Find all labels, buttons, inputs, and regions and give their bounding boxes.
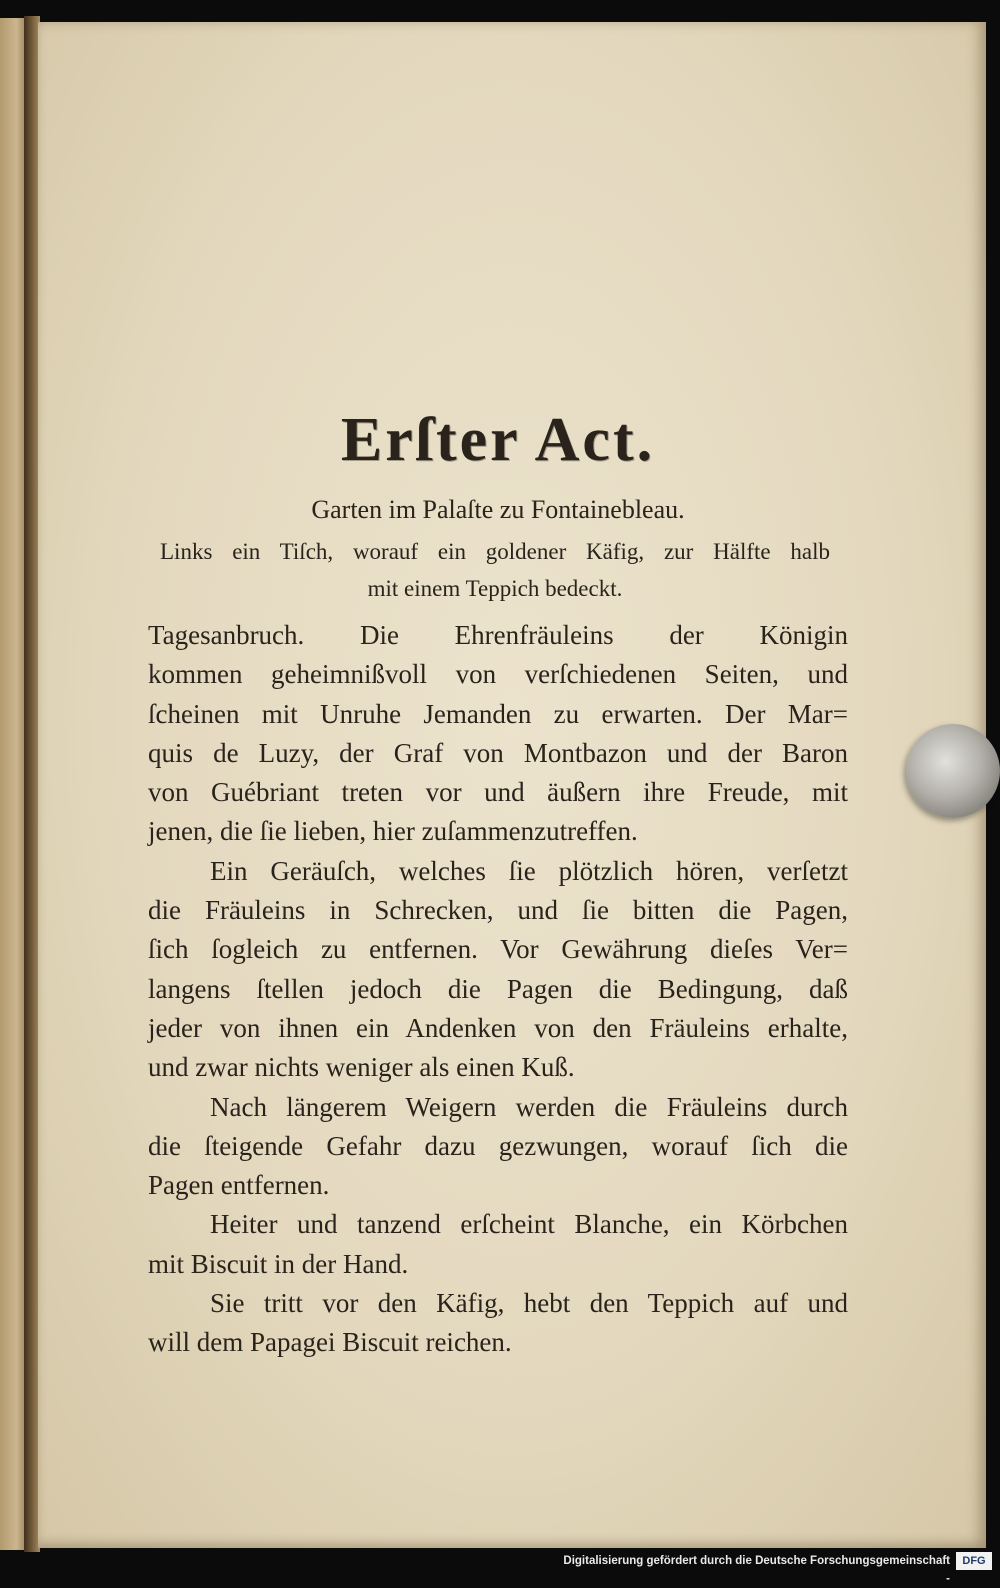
text-line: jenen, die ſie lieben, hier zuſammenzutreffen.	[148, 816, 638, 847]
text-line: quis de Luzy, der Graf von Montbazon und der Baron	[148, 737, 848, 768]
text-line: Pagen entfernen.	[148, 1170, 330, 1201]
stage-direction-line: Links ein Tiſch, worauf ein goldener Käfig, zur Hälfte halb	[160, 539, 830, 564]
text-line: will dem Papagei Biscuit reichen.	[148, 1327, 512, 1358]
paragraph	[148, 1205, 848, 1284]
stage-direction-line: mit einem Teppich bedeckt.	[367, 576, 623, 601]
text-line: jeder von ihnen ein Andenken von den Fräuleins erhalte,	[148, 1012, 848, 1043]
scene-setting: Garten im Palaſte zu Fontainebleau.	[311, 495, 685, 524]
text-line: langens ſtellen jedoch die Pagen die Bedingung, daß	[148, 973, 848, 1004]
act-title: Erſter Act.	[340, 406, 656, 474]
text-line: mit Biscuit in der Hand.	[148, 1248, 409, 1279]
paragraph	[148, 1284, 848, 1363]
text-line: Nach längerem Weigern werden die Fräuleins durch	[210, 1091, 848, 1122]
paragraph	[148, 1088, 848, 1206]
text-line: Sie tritt vor den Käfig, hebt den Teppich auf und	[210, 1288, 848, 1319]
text-line: Tagesanbruch. Die Ehrenfräuleins der Königin	[148, 620, 848, 650]
text-line: und zwar nichts weniger als einen Kuß.	[148, 1052, 575, 1083]
paragraph	[148, 616, 848, 852]
text-line: Ein Geräuſch, welches ſie plötzlich hören, verſetzt	[210, 855, 848, 886]
text-line: ſich ſogleich zu entfernen. Vor Gewährung dieſes Ver=	[148, 934, 848, 965]
text-line: die ſteigende Gefahr dazu gezwungen, worauf ſich die	[148, 1130, 848, 1161]
body-text	[148, 616, 848, 1363]
paragraph	[148, 852, 848, 1088]
text-line: kommen geheimnißvoll von verſchiedenen Seiten, und	[148, 659, 848, 690]
digitization-credit: Digitalisierung gefördert durch die Deutsche Forschungsgemeinschaft -	[563, 1555, 950, 1585]
page-clip	[906, 724, 1000, 818]
text-line: ſcheinen mit Unruhe Jemanden zu erwarten. Der Mar=	[148, 698, 848, 729]
dfg-logo: DFG	[956, 1552, 992, 1570]
text-line: die Fräuleins in Schrecken, und ſie bitten die Pagen,	[148, 895, 848, 926]
stage-direction	[160, 533, 830, 607]
text-line: von Guébriant treten vor und äußern ihre Freude, mit	[148, 777, 848, 808]
text-line: Heiter und tanzend erſcheint Blanche, ein Körbchen	[210, 1209, 848, 1240]
